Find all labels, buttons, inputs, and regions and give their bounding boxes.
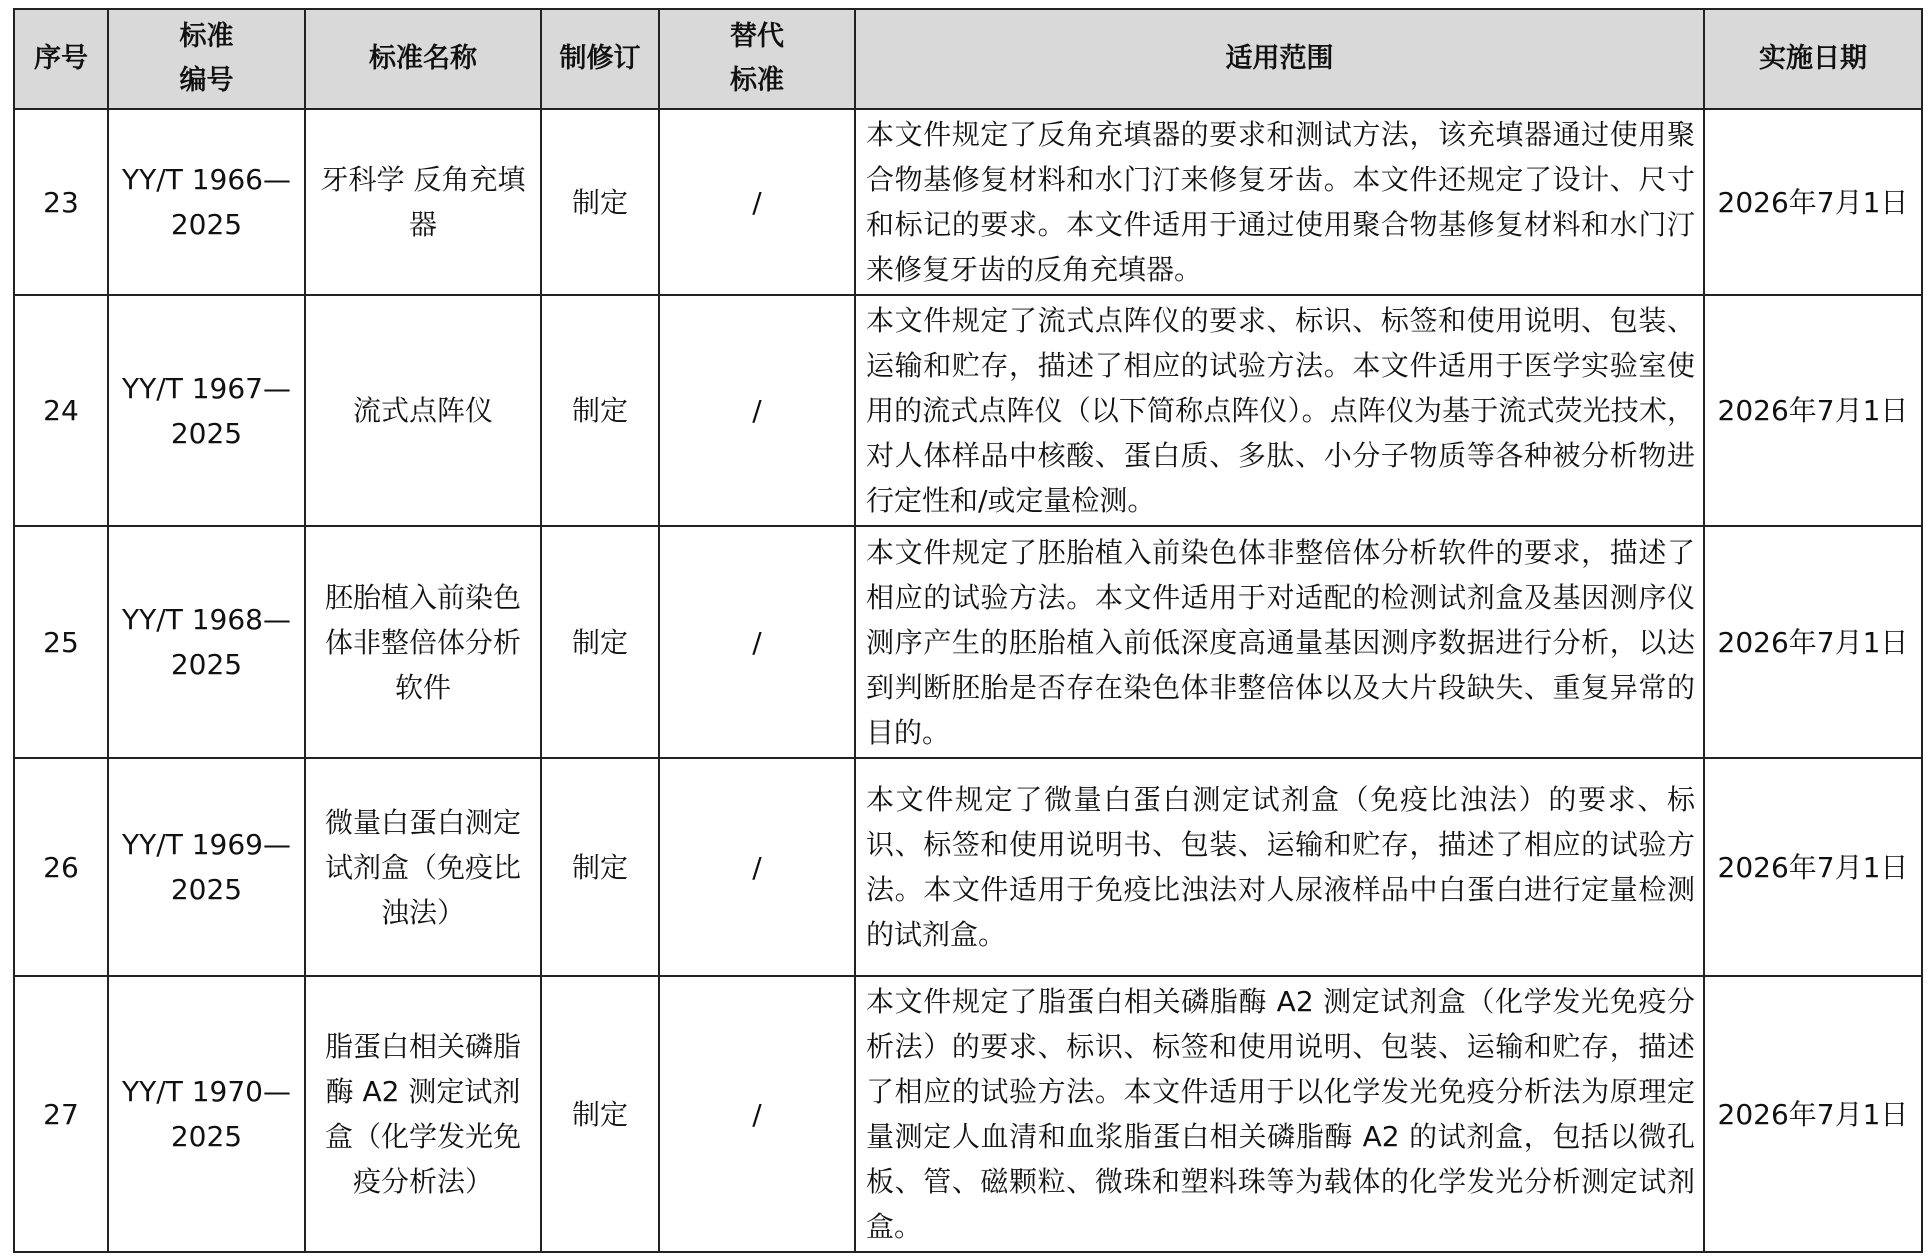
header-row [14, 9, 1922, 109]
standard-number-cell: YY/T 1968— 2025 [108, 526, 305, 758]
revision-type-cell: 制定 [541, 526, 659, 758]
table-row [14, 295, 1922, 526]
header-revision-type: 制修订 [541, 9, 659, 109]
seq-cell: 25 [14, 526, 108, 758]
standard-number-cell: YY/T 1966— 2025 [108, 109, 305, 295]
seq-cell: 24 [14, 295, 108, 526]
replaced-standard-cell: / [659, 109, 855, 295]
header-seq: 序号 [14, 9, 108, 109]
standard-name-cell: 胚胎植入前染色 体非整倍体分析 软件 [305, 526, 541, 758]
replaced-standard-cell: / [659, 758, 855, 976]
standard-name-cell: 微量白蛋白测定 试剂盒（免疫比 浊法） [305, 758, 541, 976]
effective-date-cell: 2026年7月1日 [1704, 109, 1922, 295]
table-row [14, 758, 1922, 976]
standard-number-cell: YY/T 1970— 2025 [108, 976, 305, 1252]
scope-cell: 本文件规定了微量白蛋白测定试剂盒（免疫比浊法）的要求、标识、标签和使用说明书、包装、运输和贮存，描述了相应的试验方法。本文件适用于免疫比浊法对人尿液样品中白蛋白进行定量检测的试剂盒。 [855, 758, 1704, 976]
effective-date-cell: 2026年7月1日 [1704, 526, 1922, 758]
seq-cell: 27 [14, 976, 108, 1252]
scope-cell: 本文件规定了反角充填器的要求和测试方法，该充填器通过使用聚合物基修复材料和水门汀来修复牙齿。本文件还规定了设计、尺寸和标记的要求。本文件适用于通过使用聚合物基修复材料和水门汀来修复牙齿的反角充填器。 [855, 109, 1704, 295]
revision-type-cell: 制定 [541, 976, 659, 1252]
standard-name-cell: 流式点阵仪 [305, 295, 541, 526]
revision-type-cell: 制定 [541, 295, 659, 526]
effective-date-cell: 2026年7月1日 [1704, 758, 1922, 976]
effective-date-cell: 2026年7月1日 [1704, 976, 1922, 1252]
replaced-standard-cell: / [659, 976, 855, 1252]
scope-cell: 本文件规定了流式点阵仪的要求、标识、标签和使用说明、包装、运输和贮存，描述了相应的试验方法。本文件适用于医学实验室使用的流式点阵仪（以下简称点阵仪）。点阵仪为基于流式荧光技术，对人体样品中核酸、蛋白质、多肽、小分子物质等各种被分析物进行定性和/或定量检测。 [855, 295, 1704, 526]
revision-type-cell: 制定 [541, 758, 659, 976]
table-row [14, 526, 1922, 758]
standards-table [13, 8, 1923, 1253]
scope-cell: 本文件规定了胚胎植入前染色体非整倍体分析软件的要求，描述了相应的试验方法。本文件适用于对适配的检测试剂盒及基因测序仪测序产生的胚胎植入前低深度高通量基因测序数据进行分析，以达到判断胚胎是否存在染色体非整倍体以及大片段缺失、重复异常的目的。 [855, 526, 1704, 758]
seq-cell: 23 [14, 109, 108, 295]
revision-type-cell: 制定 [541, 109, 659, 295]
header-effective-date: 实施日期 [1704, 9, 1922, 109]
table-row [14, 976, 1922, 1252]
header-replaced-standard: 替代 标准 [659, 9, 855, 109]
table-row [14, 109, 1922, 295]
scope-cell: 本文件规定了脂蛋白相关磷脂酶 A2 测定试剂盒（化学发光免疫分析法）的要求、标识、标签和使用说明、包装、运输和贮存，描述了相应的试验方法。本文件适用于以化学发光免疫分析法为原理定量测定人血清和血浆脂蛋白相关磷脂酶 A2 的试剂盒，包括以微孔板、管、磁颗粒、微珠和塑料珠等为载体的化学发光分析测定试剂盒。 [855, 976, 1704, 1252]
replaced-standard-cell: / [659, 295, 855, 526]
standard-number-cell: YY/T 1967— 2025 [108, 295, 305, 526]
seq-cell: 26 [14, 758, 108, 976]
replaced-standard-cell: / [659, 526, 855, 758]
effective-date-cell: 2026年7月1日 [1704, 295, 1922, 526]
header-standard-name: 标准名称 [305, 9, 541, 109]
standard-name-cell: 牙科学 反角充填 器 [305, 109, 541, 295]
standard-name-cell: 脂蛋白相关磷脂 酶 A2 测定试剂 盒（化学发光免 疫分析法） [305, 976, 541, 1252]
header-standard-number: 标准 编号 [108, 9, 305, 109]
header-scope: 适用范围 [855, 9, 1704, 109]
standard-number-cell: YY/T 1969— 2025 [108, 758, 305, 976]
